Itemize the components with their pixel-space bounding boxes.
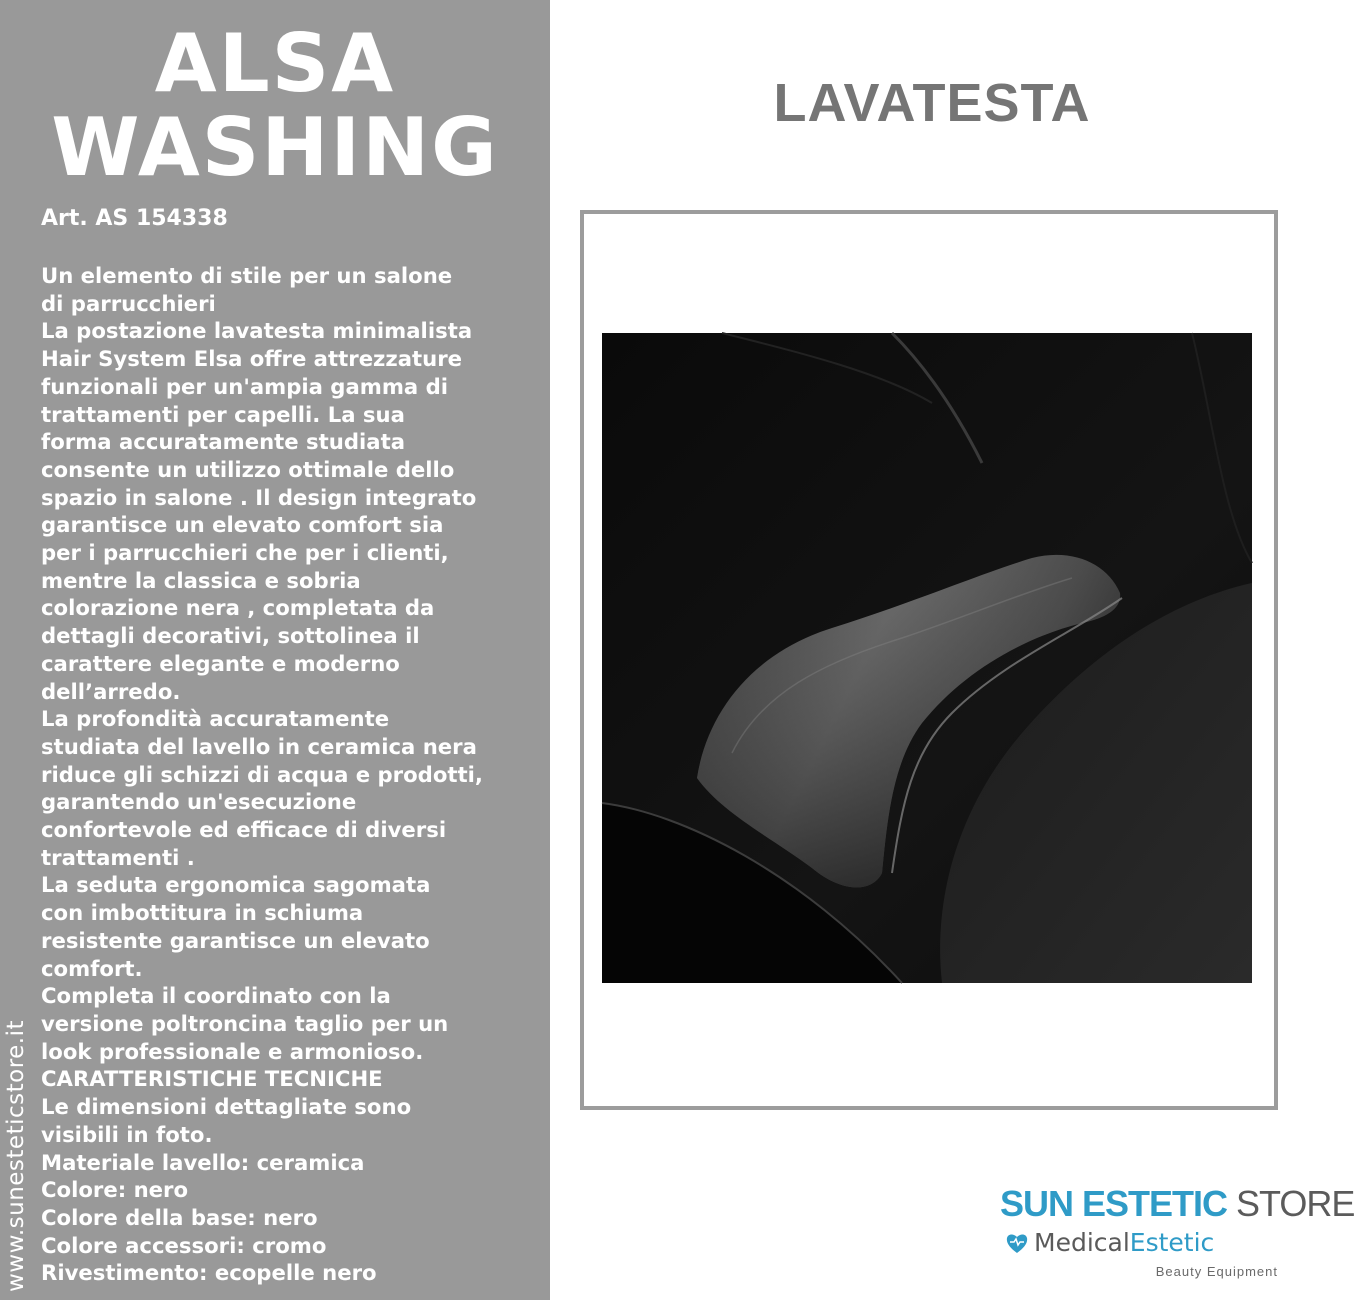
description-line: consente un utilizzo ottimale dello	[41, 456, 455, 482]
description-line: La profondità accuratamente	[41, 706, 390, 732]
description-line: Colore accessori: cromo	[41, 1232, 327, 1258]
description-line: Un elemento di stile per un salone	[41, 263, 453, 288]
description-line: look professionale e armonioso.	[41, 1038, 424, 1064]
product-name-line2: WASHING	[51, 101, 499, 194]
description-line: resistente garantisce un elevato	[41, 927, 430, 953]
logo-medical-estetic	[1004, 1228, 1278, 1262]
description-line: garantendo un'esecuzione	[41, 789, 357, 815]
article-code: Art. AS 154338	[41, 206, 228, 231]
product-description	[41, 262, 546, 1287]
description-line: colorazione nera , completata da	[41, 595, 435, 621]
description-line: dell’arredo.	[41, 678, 181, 704]
logo-sub-part1: Medical	[1034, 1228, 1130, 1257]
description-line: carattere elegante e moderno	[41, 650, 400, 676]
description-line: forma accuratamente studiata	[41, 429, 406, 455]
description-line: mentre la classica e sobria	[41, 567, 361, 593]
description-line: spazio in salone . Il design integrato	[41, 484, 477, 510]
description-line: confortevole ed efficace di diversi	[41, 817, 447, 843]
description-line: garantisce un elevato comfort sia	[41, 512, 444, 538]
description-line: studiata del lavello in ceramica nera	[41, 733, 477, 759]
product-name	[0, 17, 550, 194]
description-line: per i parrucchieri che per i clienti,	[41, 540, 449, 566]
headrest-image	[602, 333, 1252, 983]
description-line: visibili in foto.	[41, 1121, 213, 1147]
description-line: trattamenti .	[41, 844, 195, 870]
description-line: Materiale lavello: ceramica	[41, 1149, 365, 1175]
description-line: Colore della base: nero	[41, 1204, 318, 1230]
description-line: CARATTERISTICHE TECNICHE	[41, 1066, 383, 1092]
logo-brand-part1: SUN ESTETIC	[1000, 1183, 1228, 1224]
description-line: Rivestimento: ecopelle nero	[41, 1260, 377, 1286]
logo-brand-part2: STORE	[1236, 1183, 1354, 1224]
logo-store-name	[1000, 1180, 1354, 1228]
description-line: versione poltroncina taglio per un	[41, 1010, 449, 1036]
heart-icon	[1004, 1230, 1030, 1256]
description-line: con imbottitura in schiuma	[41, 900, 364, 926]
description-line: Le dimensioni dettagliate sono	[41, 1094, 412, 1120]
description-line: funzionali per un'ampia gamma di	[41, 373, 449, 399]
description-line: Hair System Elsa offre attrezzature	[41, 346, 463, 372]
description-line: Colore: nero	[41, 1177, 189, 1203]
product-photo	[602, 333, 1252, 983]
store-logo[interactable]	[1000, 1180, 1354, 1285]
description-line: La postazione lavatesta minimalista	[41, 318, 473, 344]
website-url[interactable]: www.sunesteticstore.it	[3, 1019, 29, 1292]
category-title: LAVATESTA	[773, 73, 1091, 133]
logo-tagline: Beauty Equipment	[1155, 1264, 1278, 1279]
description-line: comfort.	[41, 955, 143, 981]
logo-sub-part2: Estetic	[1129, 1228, 1215, 1257]
description-line: di parrucchieri	[41, 290, 216, 316]
product-name-line1: ALSA	[154, 17, 396, 110]
description-panel	[0, 0, 550, 1300]
description-line: trattamenti per capelli. La sua	[41, 401, 405, 427]
description-line: Completa il coordinato con la	[41, 983, 391, 1009]
description-line: riduce gli schizzi di acqua e prodotti,	[41, 761, 483, 787]
description-line: La seduta ergonomica sagomata	[41, 872, 431, 898]
description-line: dettagli decorativi, sottolinea il	[41, 623, 420, 649]
